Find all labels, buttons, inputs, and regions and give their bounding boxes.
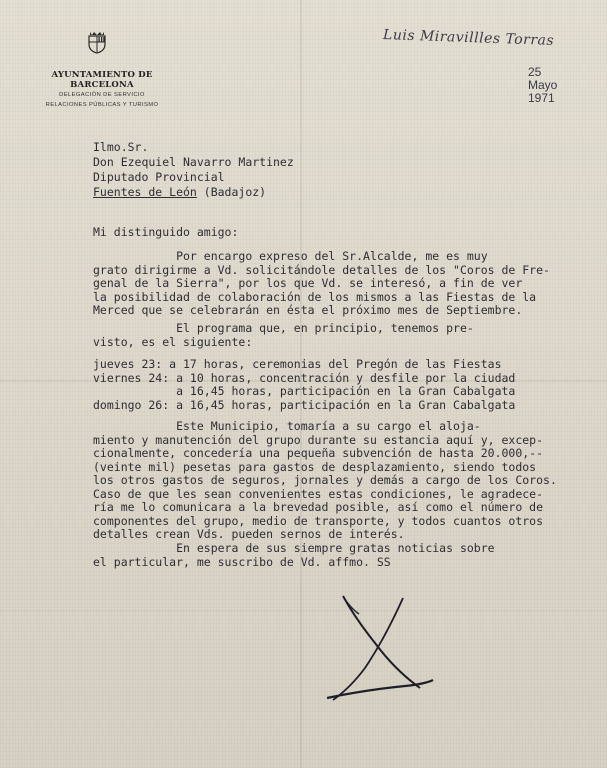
barcelona-crest-icon <box>86 30 108 54</box>
schedule-item: jueves 23: a 17 horas, ceremonias del Pregón de las Fiestas <box>93 357 502 371</box>
paragraph-conditions: Este Municipio, tomaría a su cargo el aloja- miento y manutención del grupo durante su estancia aquí y, excep- cionalmente, concedería una pequeña subvención de hasta 20.000,-- (veinte mil) pesetas para gastos de desplazamiento, siendo todos los otros gastos de seguros, jornales y demás a cargo de los Coros. Caso de que les sean convenientes estas condiciones, le agradece- ría me lo comunicara a la brevedad posible, así como el número de componentes del grupo, medio de transporte, y todos cuantos otros detalles crean Vds. pueden sernos de interés. <box>93 419 557 541</box>
recipient-town: Fuentes de León <box>93 185 197 199</box>
recipient-position: Diputado Provincial <box>93 170 225 184</box>
paragraph-closing: En espera de sus siempre gratas noticias sobre el particular, me suscribo de Vd. affmo. SS <box>93 541 495 569</box>
date-year: 1971 <box>528 91 555 105</box>
salutation: Mi distinguido amigo: <box>93 225 239 239</box>
recipient-province: (Badajoz) <box>196 185 267 199</box>
letterhead-org: AYUNTAMIENTO DE BARCELONA <box>51 70 153 90</box>
schedule-item: domingo 26: a 16,45 horas, participación en la Gran Cabalgata <box>93 397 516 412</box>
schedule-item: a 16,45 horas, participación en la Gran Cabalgata <box>93 384 516 398</box>
date-day: 25 <box>528 65 542 79</box>
letterhead-department <box>27 90 177 110</box>
paragraph-program-intro: El programa que, en principio, tenemos pre- visto, es el siguiente: <box>93 321 474 349</box>
letter-date <box>528 66 557 105</box>
sender-name-handwritten: Luis Miravillles Torras <box>382 27 555 49</box>
dept-line-1: DELEGACIÓN DE SERVICIO <box>59 92 145 98</box>
signature-icon <box>325 588 435 708</box>
paper-fold-lower <box>0 610 607 611</box>
schedule-list <box>93 358 515 412</box>
recipient-title: Ilmo.Sr. <box>93 140 149 154</box>
recipient-location <box>93 185 294 200</box>
schedule-item: viernes 24: a 10 horas, concentración y desfile por la ciudad <box>93 370 516 385</box>
paragraph-request: Por encargo expreso del Sr.Alcalde, me es muy grato dirigirme a Vd. solicitándole detalles de los "Coros de Fre- genal de la Sierra", por los que Vd. se interesó, a fin de ver la posibilidad de colaboración de los mismos a las Fiestas de la Merced que se celebrarán en ésta el próximo mes de Septiembre. <box>93 249 550 317</box>
date-month: Mayo <box>528 78 558 92</box>
dept-line-2: RELACIONES PÚBLICAS Y TURISMO <box>45 102 159 108</box>
recipient-name: Don Ezequiel Navarro Martinez <box>93 155 294 169</box>
recipient-block <box>93 140 294 200</box>
